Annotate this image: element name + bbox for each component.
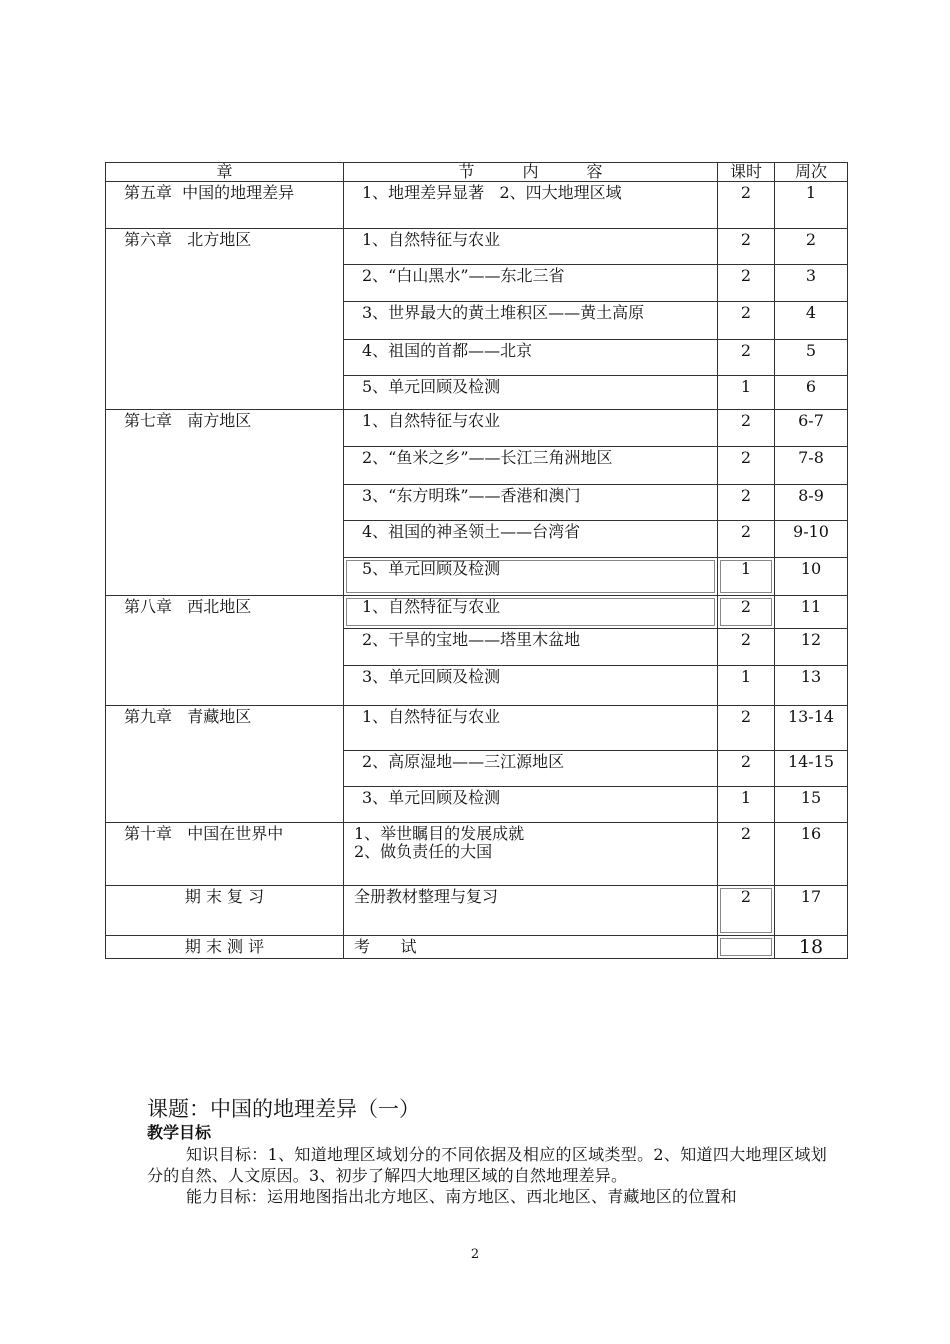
week-cell: 18 — [775, 936, 848, 959]
week-cell: 17 — [775, 886, 848, 936]
table-header-row — [106, 163, 848, 182]
hours-cell: 1 — [718, 558, 775, 596]
week-cell: 5 — [775, 340, 848, 376]
chapter-cell: 第十章 中国在世界中 — [106, 823, 344, 886]
content-cell: 3、单元回顾及检测 — [344, 787, 718, 823]
chapter-cell: 期 末 复 习 — [106, 886, 344, 936]
content-cell: 1、地理差异显著 2、四大地理区域 — [344, 182, 718, 229]
header-content-char: 节 — [458, 162, 475, 181]
chapter-cell: 第六章 北方地区 — [106, 229, 344, 410]
table-row — [106, 706, 848, 751]
week-cell: 12 — [775, 629, 848, 666]
header-hours: 课时 — [718, 163, 775, 182]
knowledge-goals-paragraph: 知识目标：1、知道地理区域划分的不同依据及相应的区域类型。2、知道四大地理区域划分的自然、人文原因。3、初步了解四大地理区域的自然地理差异。 — [147, 1145, 827, 1185]
hours-cell: 2 — [718, 410, 775, 447]
hours-cell: 2 — [718, 447, 775, 485]
week-cell: 16 — [775, 823, 848, 886]
hours-cell: 2 — [718, 823, 775, 886]
hours-cell: 2 — [718, 229, 775, 265]
week-cell: 13 — [775, 666, 848, 706]
table-row — [106, 823, 848, 886]
table-row — [106, 229, 848, 265]
table-row — [106, 596, 848, 629]
hours-cell: 2 — [718, 596, 775, 629]
hours-cell — [718, 936, 775, 959]
hours-cell: 2 — [718, 302, 775, 340]
content-cell: 1、自然特征与农业 — [344, 410, 718, 447]
week-cell: 8-9 — [775, 485, 848, 521]
lesson-title: 课题：中国的地理差异（一） — [147, 1097, 420, 1121]
course-schedule-table — [105, 162, 848, 959]
week-cell: 2 — [775, 229, 848, 265]
hours-cell: 1 — [718, 376, 775, 410]
content-cell: 3、世界最大的黄土堆积区——黄土高原 — [344, 302, 718, 340]
page-number: 2 — [470, 1247, 480, 1262]
ability-goals-paragraph: 能力目标：运用地图指出北方地区、南方地区、西北地区、青藏地区的位置和 — [186, 1187, 737, 1206]
table-row — [106, 182, 848, 229]
hours-cell: 2 — [718, 886, 775, 936]
week-cell: 7-8 — [775, 447, 848, 485]
content-cell: 2、“鱼米之乡”——长江三角洲地区 — [344, 447, 718, 485]
header-chapter: 章 — [106, 163, 344, 182]
content-cell: 1、举世瞩目的发展成就 2、做负责任的大国 — [344, 823, 718, 886]
hours-cell: 2 — [718, 485, 775, 521]
chapter-cell: 第五章 中国的地理差异 — [106, 182, 344, 229]
content-cell: 4、祖国的首都——北京 — [344, 340, 718, 376]
content-cell: 5、单元回顾及检测 — [344, 558, 718, 596]
week-cell: 4 — [775, 302, 848, 340]
table-row — [106, 410, 848, 447]
hours-cell: 2 — [718, 629, 775, 666]
content-cell: 1、自然特征与农业 — [344, 229, 718, 265]
header-content — [344, 163, 718, 182]
content-cell: 4、祖国的神圣领土——台湾省 — [344, 521, 718, 558]
week-cell: 1 — [775, 182, 848, 229]
header-week: 周次 — [775, 163, 848, 182]
content-cell: 全册教材整理与复习 — [344, 886, 718, 936]
week-cell: 3 — [775, 265, 848, 302]
content-cell: 3、单元回顾及检测 — [344, 666, 718, 706]
hours-cell: 2 — [718, 521, 775, 558]
week-cell: 6-7 — [775, 410, 848, 447]
chapter-cell: 第九章 青藏地区 — [106, 706, 344, 823]
week-cell: 11 — [775, 596, 848, 629]
header-content-char: 内 — [522, 162, 539, 181]
content-cell: 2、干旱的宝地——塔里木盆地 — [344, 629, 718, 666]
hours-cell: 2 — [718, 751, 775, 787]
table-row — [106, 936, 848, 959]
hours-cell: 2 — [718, 706, 775, 751]
week-cell: 13-14 — [775, 706, 848, 751]
content-cell: 1、自然特征与农业 — [344, 596, 718, 629]
content-cell: 1、自然特征与农业 — [344, 706, 718, 751]
hours-cell: 1 — [718, 787, 775, 823]
chapter-cell: 第七章 南方地区 — [106, 410, 344, 596]
hours-cell: 1 — [718, 666, 775, 706]
week-cell: 15 — [775, 787, 848, 823]
header-content-char: 容 — [586, 162, 603, 181]
content-cell: 考 试 — [344, 936, 718, 959]
lesson-section — [147, 1096, 827, 1207]
hours-cell: 2 — [718, 182, 775, 229]
hours-cell: 2 — [718, 265, 775, 302]
content-cell: 2、“白山黑水”——东北三省 — [344, 265, 718, 302]
week-cell: 14-15 — [775, 751, 848, 787]
content-cell: 5、单元回顾及检测 — [344, 376, 718, 410]
table-row — [106, 886, 848, 936]
content-cell: 2、高原湿地——三江源地区 — [344, 751, 718, 787]
week-cell: 10 — [775, 558, 848, 596]
week-cell: 6 — [775, 376, 848, 410]
chapter-cell: 期 末 测 评 — [106, 936, 344, 959]
hours-cell: 2 — [718, 340, 775, 376]
content-cell: 3、“东方明珠”——香港和澳门 — [344, 485, 718, 521]
chapter-cell: 第八章 西北地区 — [106, 596, 344, 706]
week-cell: 9-10 — [775, 521, 848, 558]
teaching-goals-heading: 教学目标 — [147, 1123, 212, 1142]
